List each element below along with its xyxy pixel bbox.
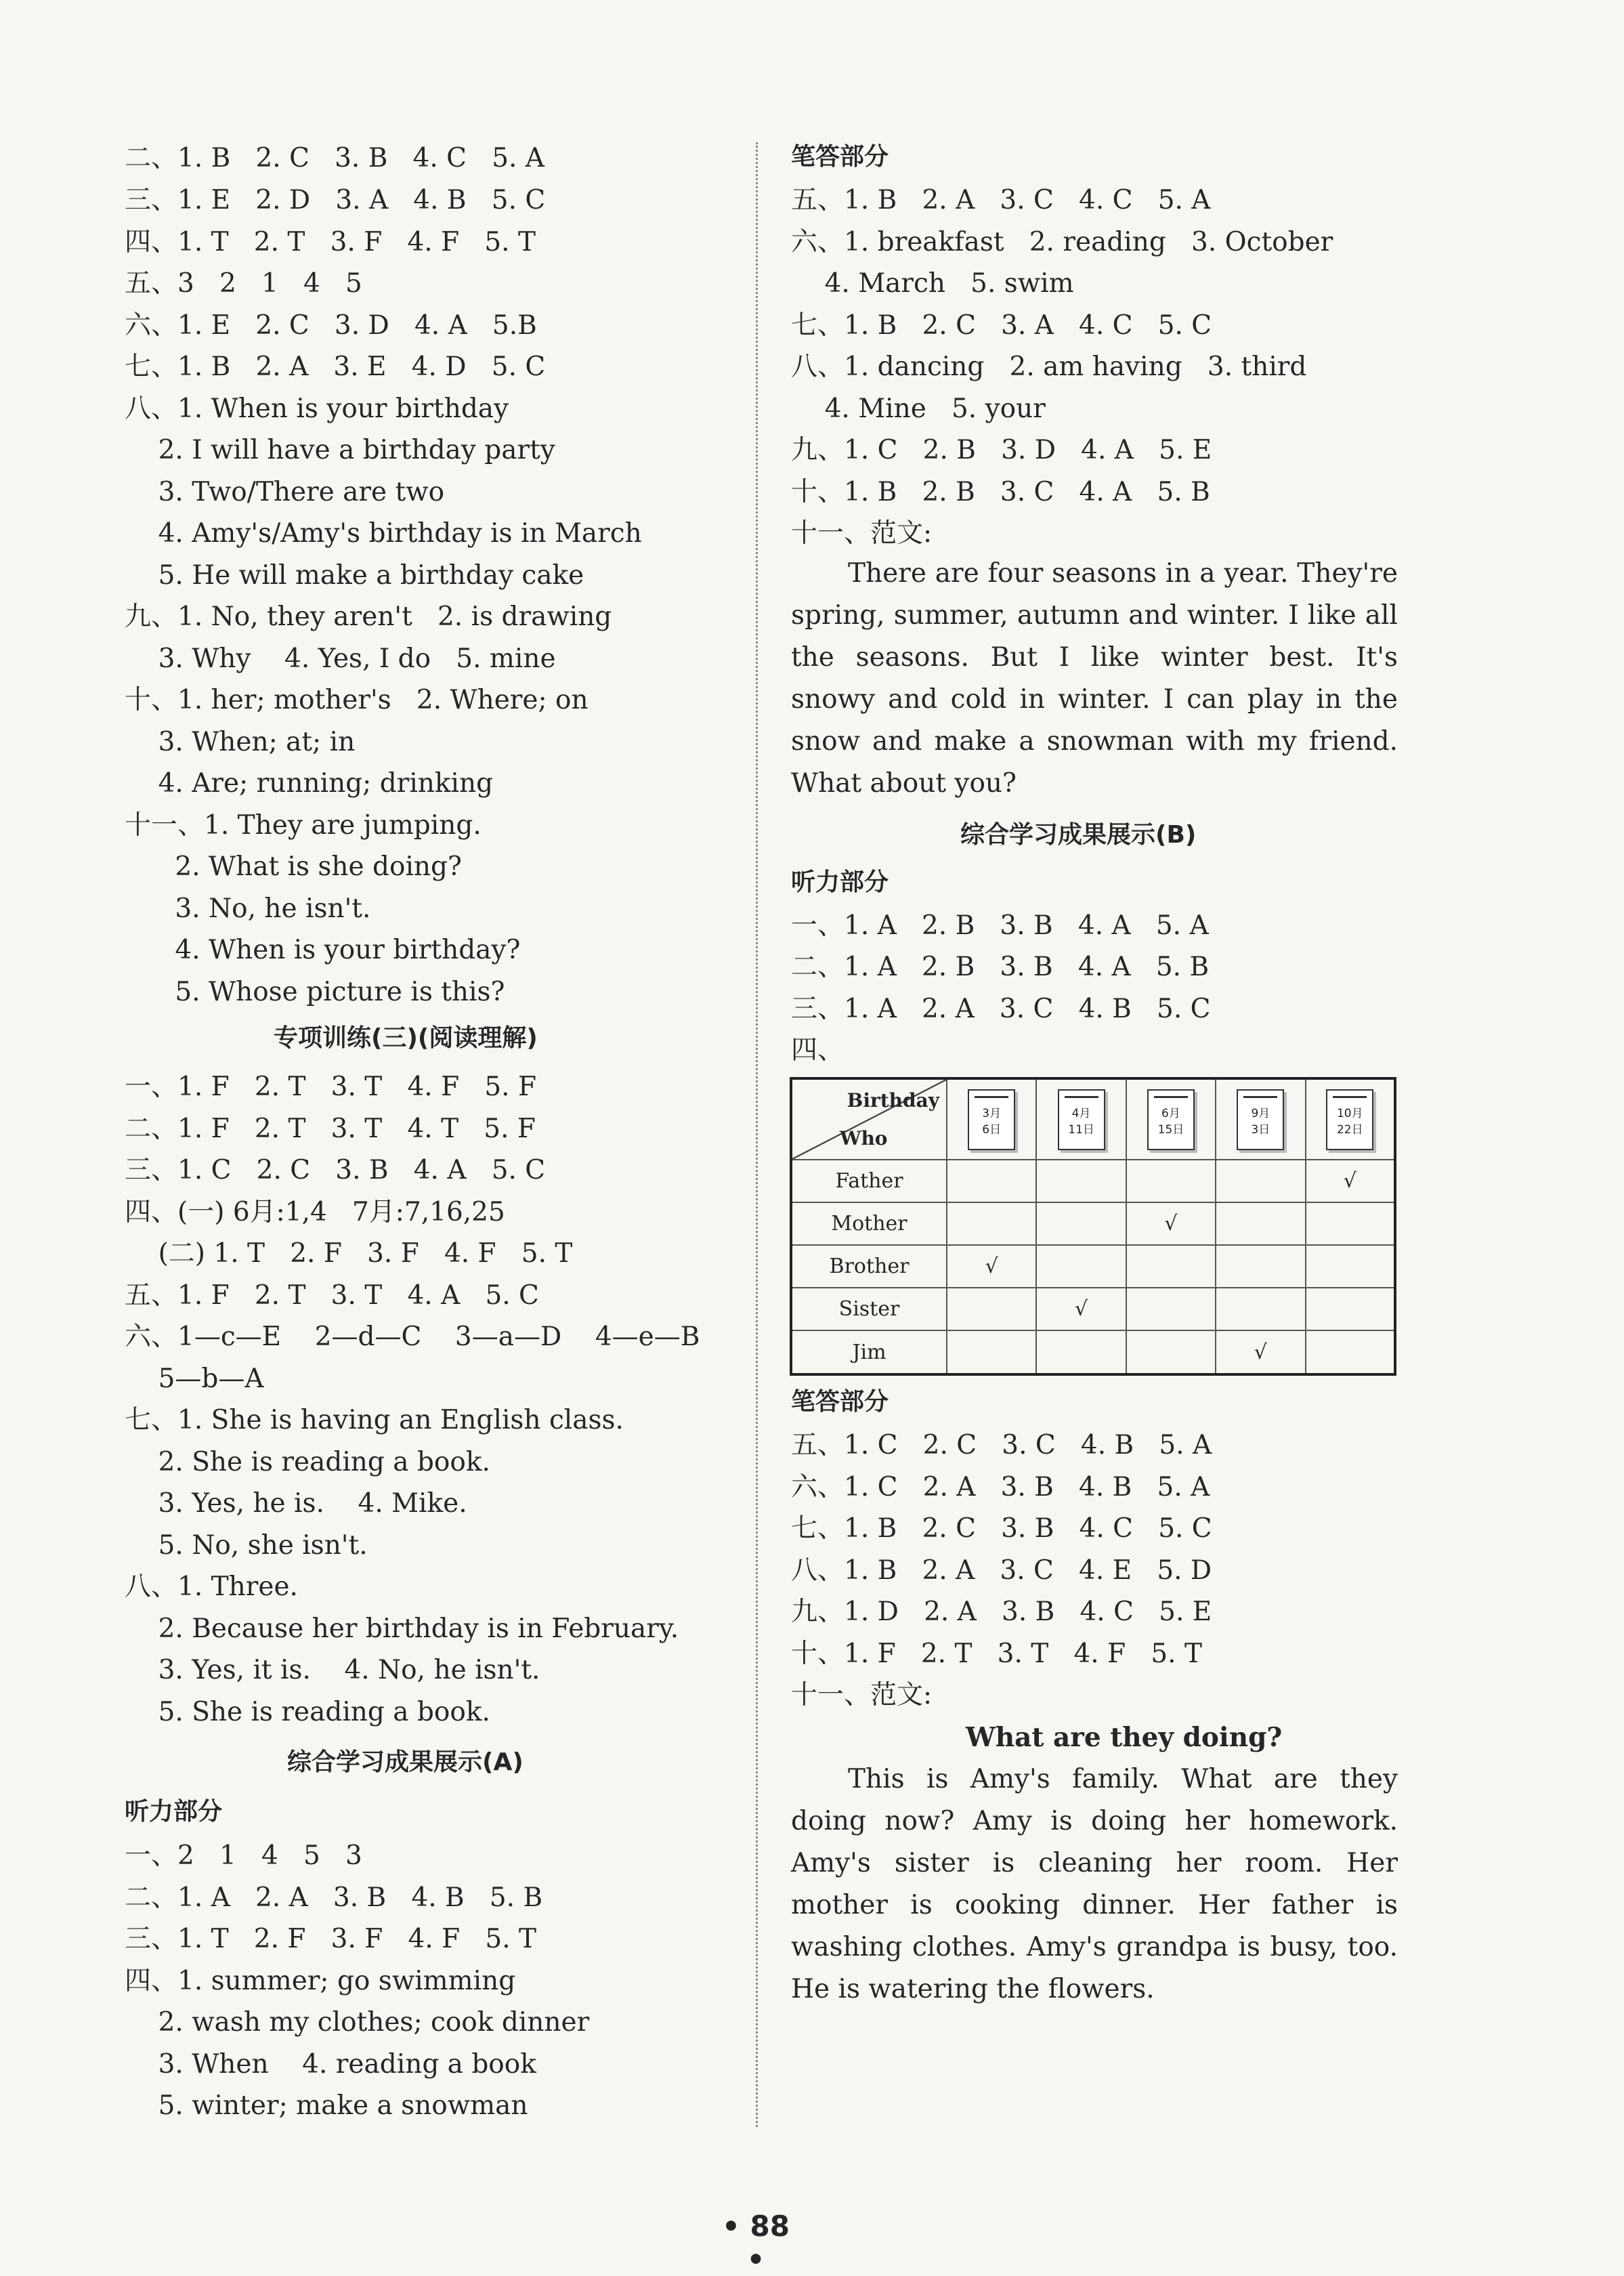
table-row: [791, 1202, 1395, 1245]
calendar-icon: 4月 11日: [1058, 1089, 1105, 1150]
table-row: [791, 1330, 1395, 1374]
answer-line: 5. Whose picture is this?: [125, 977, 505, 1007]
answer-line: 七、1. B 2. C 3. A 4. C 5. C: [791, 310, 1212, 341]
answer-line: 3. Why 4. Yes, I do 5. mine: [125, 644, 556, 674]
answer-line: 4. Are; running; drinking: [125, 768, 494, 799]
answer-line: 四、(一) 6月:1,4 7月:7,16,25: [125, 1197, 505, 1227]
answer-line: 四、1. summer; go swimming: [125, 1966, 516, 1996]
answer-line: 2. I will have a birthday party: [125, 435, 555, 465]
answer-line: 一、1. A 2. B 3. B 4. A 5. A: [791, 910, 1209, 941]
answer-line: 五、1. F 2. T 3. T 4. A 5. C: [125, 1280, 539, 1311]
answer-line: 三、1. T 2. F 3. F 4. F 5. T: [125, 1924, 537, 1954]
check-cell: [1036, 1160, 1126, 1202]
answer-line: 一、1. F 2. T 3. T 4. F 5. F: [125, 1072, 537, 1102]
check-cell: [947, 1330, 1036, 1374]
answer-line: 二、1. F 2. T 3. T 4. T 5. F: [125, 1114, 536, 1144]
check-cell: [1306, 1202, 1395, 1245]
answer-line: 六、1. C 2. A 3. B 4. B 5. A: [791, 1472, 1210, 1502]
calendar-icon: 9月 3日: [1237, 1089, 1284, 1150]
answer-line: 3. No, he isn't.: [125, 893, 371, 924]
answer-line: 八、1. Three.: [125, 1572, 298, 1602]
table-corner-cell: [791, 1078, 947, 1160]
answer-line: 九、1. C 2. B 3. D 4. A 5. E: [791, 435, 1212, 465]
answer-line: 七、1. B 2. A 3. E 4. D 5. C: [125, 352, 546, 382]
answer-line: 五、1. B 2. A 3. C 4. C 5. A: [791, 185, 1211, 215]
subsection-heading: 听力部分: [791, 868, 889, 896]
date-cell: [1306, 1078, 1395, 1160]
sample-essay: There are four seasons in a year. They're spring, summer, autumn and winter. I like all the seasons. But I like winter best. It's snowy and cold in winter. I can play in the snow and make a snowman with my friend. What about you?: [791, 558, 1398, 799]
check-cell: [1306, 1245, 1395, 1288]
subsection-heading: 听力部分: [125, 1798, 223, 1826]
check-cell: [1126, 1160, 1216, 1202]
answer-line: 七、1. She is having an English class.: [125, 1405, 624, 1435]
check-cell: [947, 1202, 1036, 1245]
answer-line: 六、1. E 2. C 3. D 4. A 5.B: [125, 310, 537, 341]
check-cell: √: [1036, 1288, 1126, 1330]
answer-line: 三、1. E 2. D 3. A 4. B 5. C: [125, 185, 546, 215]
check-cell: [1216, 1160, 1305, 1202]
answer-line: 一、2 1 4 5 3: [125, 1840, 362, 1871]
column-divider: [756, 142, 758, 2127]
calendar-icon: 6月 15日: [1147, 1089, 1195, 1150]
subsection-heading: 笔答部分: [791, 143, 889, 171]
answer-line: 三、1. C 2. C 3. B 4. A 5. C: [125, 1155, 546, 1185]
answer-line: 二、1. B 2. C 3. B 4. C 5. A: [125, 143, 544, 173]
answer-line: 八、1. dancing 2. am having 3. third: [791, 352, 1307, 382]
check-cell: [1126, 1245, 1216, 1288]
answer-line: 2. What is she doing?: [125, 851, 462, 882]
who-cell: Sister: [791, 1288, 947, 1330]
answer-line: 十一、范文:: [791, 1680, 933, 1710]
check-cell: √: [1306, 1160, 1395, 1202]
answer-line: 六、1—c—E 2—d—C 3—a—D 4—e—B: [125, 1322, 700, 1352]
answer-line: 十一、范文:: [791, 518, 933, 549]
answer-line: 4. When is your birthday?: [125, 935, 521, 965]
answer-line: 3. When 4. reading a book: [125, 2049, 536, 2080]
answer-line: 十、1. F 2. T 3. T 4. F 5. T: [791, 1639, 1202, 1669]
check-cell: [1036, 1202, 1126, 1245]
answer-line: 八、1. B 2. A 3. C 4. E 5. D: [791, 1555, 1212, 1586]
calendar-icon: 3月 6日: [968, 1089, 1015, 1150]
essay-title: What are they doing?: [966, 1722, 1283, 1753]
who-cell: Father: [791, 1160, 947, 1202]
answer-line: 2. Because her birthday is in February.: [125, 1614, 679, 1644]
date-cell: [1036, 1078, 1126, 1160]
answer-line: 3. Two/There are two: [125, 477, 445, 507]
calendar-icon: 10月 22日: [1326, 1089, 1373, 1150]
page-number: • 88 •: [722, 2210, 790, 2276]
check-cell: √: [1126, 1202, 1216, 1245]
answer-line: 5. winter; make a snowman: [125, 2090, 528, 2121]
answer-line: 十、1. her; mother's 2. Where; on: [125, 685, 589, 715]
table-row: [791, 1160, 1395, 1202]
answer-line: 3. When; at; in: [125, 727, 356, 757]
check-cell: √: [1216, 1330, 1305, 1374]
table-header-row: [791, 1078, 1395, 1160]
answer-line: 三、1. A 2. A 3. C 4. B 5. C: [791, 994, 1211, 1024]
check-cell: [1306, 1330, 1395, 1374]
answer-line: 十一、1. They are jumping.: [125, 810, 482, 841]
check-cell: √: [947, 1245, 1036, 1288]
answer-line: 八、1. When is your birthday: [125, 394, 509, 424]
answer-line: 4. Amy's/Amy's birthday is in March: [125, 518, 642, 549]
answer-line: 二、1. A 2. A 3. B 4. B 5. B: [125, 1882, 543, 1913]
answer-line: 七、1. B 2. C 3. B 4. C 5. C: [791, 1513, 1212, 1544]
subsection-heading: 笔答部分: [791, 1388, 889, 1416]
answer-line: 六、1. breakfast 2. reading 3. October: [791, 227, 1333, 257]
birthday-table: [790, 1077, 1396, 1376]
header-who: Who: [840, 1127, 888, 1150]
answer-line: 3. Yes, it is. 4. No, he isn't.: [125, 1655, 540, 1685]
check-cell: [947, 1160, 1036, 1202]
answer-line: 十、1. B 2. B 3. C 4. A 5. B: [791, 477, 1210, 507]
check-cell: [1216, 1245, 1305, 1288]
answer-line: 4. Mine 5. your: [791, 394, 1046, 424]
section-title: 专项训练(三)(阅读理解): [274, 1024, 538, 1052]
check-cell: [1306, 1288, 1395, 1330]
answer-line: 5. He will make a birthday cake: [125, 560, 584, 591]
check-cell: [1126, 1330, 1216, 1374]
answer-line: 九、1. D 2. A 3. B 4. C 5. E: [791, 1597, 1212, 1627]
check-cell: [1216, 1288, 1305, 1330]
date-cell: [947, 1078, 1036, 1160]
check-cell: [1036, 1330, 1126, 1374]
answer-line: 5. No, she isn't.: [125, 1530, 368, 1561]
section-title: 综合学习成果展示(B): [960, 821, 1197, 849]
answer-line: 3. Yes, he is. 4. Mike.: [125, 1488, 467, 1519]
answer-line: 5—b—A: [125, 1364, 264, 1394]
header-birthday: Birthday: [847, 1089, 939, 1112]
check-cell: [1036, 1245, 1126, 1288]
who-cell: Brother: [791, 1245, 947, 1288]
answer-line: 五、3 2 1 4 5: [125, 268, 362, 299]
answer-line: 四、1. T 2. T 3. F 4. F 5. T: [125, 227, 536, 257]
table-row: [791, 1245, 1395, 1288]
date-cell: [1126, 1078, 1216, 1160]
section-title: 综合学习成果展示(A): [287, 1748, 523, 1776]
answer-line: 5. She is reading a book.: [125, 1697, 490, 1727]
who-cell: Mother: [791, 1202, 947, 1245]
answer-line: 2. wash my clothes; cook dinner: [125, 2007, 590, 2038]
check-cell: [1126, 1288, 1216, 1330]
answer-line: 五、1. C 2. C 3. C 4. B 5. A: [791, 1430, 1212, 1460]
date-cell: [1216, 1078, 1305, 1160]
answer-line: 二、1. A 2. B 3. B 4. A 5. B: [791, 952, 1210, 982]
answer-line: 4. March 5. swim: [791, 268, 1074, 299]
answer-line: 四、: [791, 1035, 845, 1066]
answer-line: (二) 1. T 2. F 3. F 4. F 5. T: [125, 1238, 573, 1269]
table-row: [791, 1288, 1395, 1330]
check-cell: [1216, 1202, 1305, 1245]
who-cell: Jim: [791, 1330, 947, 1374]
sample-essay: This is Amy's family. What are they doing now? Amy is doing her homework. Amy's sister is cleaning her room. Her mother is cooking dinner. Her father is washing clothes. Amy's grandpa is busy, too. He is watering the flowers.: [791, 1764, 1398, 2004]
answer-line: 九、1. No, they aren't 2. is drawing: [125, 602, 612, 632]
answer-line: 2. She is reading a book.: [125, 1447, 490, 1477]
check-cell: [947, 1288, 1036, 1330]
